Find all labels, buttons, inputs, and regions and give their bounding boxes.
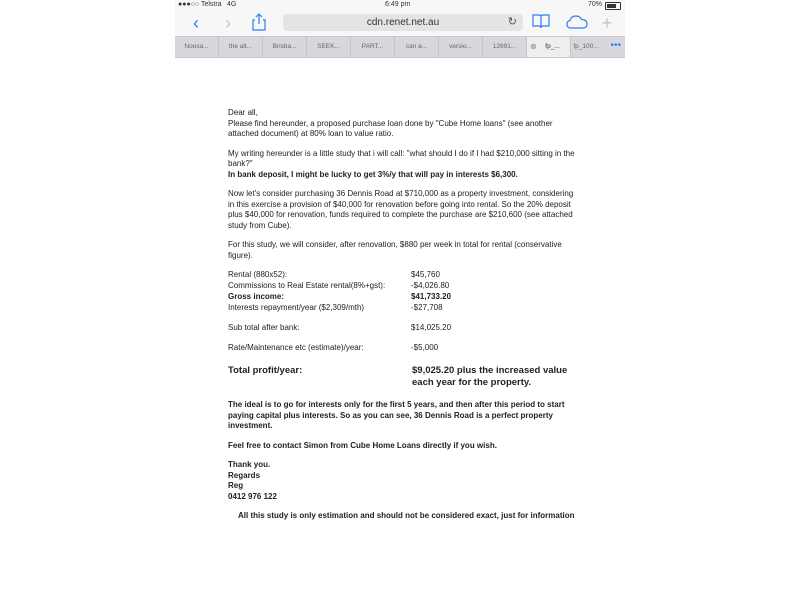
calc-row-maintenance: Rate/Maintenance etc (estimate)/year: -$5,000 bbox=[228, 343, 439, 352]
address-bar[interactable] bbox=[283, 14, 523, 31]
bank-deposit-paragraph: In bank deposit, I might be lucky to get 3%/y that will pay in interests $6,300. bbox=[228, 169, 518, 179]
letter-document bbox=[228, 108, 578, 522]
browser-toolbar bbox=[175, 10, 625, 36]
purchase-paragraph: Now let's consider purchasing 36 Dennis Road at $710,000 as a property investment, considering in this exercise a provision of $40,000 for renovation before going into rental. So the 20% deposit plus $40,000 for renovation, funds required to complete the purchase are $210,600 (see attached study from Cube). bbox=[228, 189, 574, 230]
rental-paragraph: For this study, we will consider, after renovation, $880 per week in total for rental (conservative figure). bbox=[228, 240, 562, 260]
more-tabs-icon[interactable]: ••• bbox=[610, 40, 621, 51]
calc-row-commission: Commissions to Real Estate rental(8%+gst): -$4,026.80 bbox=[228, 281, 450, 290]
calc-row-interest: Interests repayment/year ($2,309/mth) -$27,708 bbox=[228, 303, 443, 312]
cloud-icon[interactable] bbox=[565, 13, 589, 33]
share-icon[interactable] bbox=[249, 13, 269, 33]
greeting: Dear all, bbox=[228, 108, 258, 117]
tab[interactable]: 12691... bbox=[483, 37, 527, 57]
tab[interactable]: Noosa... bbox=[175, 37, 219, 57]
back-chevron-icon[interactable]: ‹ bbox=[193, 13, 199, 33]
battery-icon bbox=[605, 2, 621, 10]
tab[interactable]: versio... bbox=[439, 37, 483, 57]
study-paragraph: My writing hereunder is a little study that i will call: "what should I do if I had $210,000 sitting in the bank?" bbox=[228, 148, 575, 168]
contact-paragraph: Feel free to contact Simon from Cube Home Loans directly if you wish. bbox=[228, 440, 497, 450]
tab[interactable]: fp_100... bbox=[573, 43, 599, 50]
sign-thanks: Thank you. bbox=[228, 460, 271, 469]
url-text: cdn.renet.net.au bbox=[366, 17, 440, 28]
clock: 6:49 pm bbox=[385, 1, 411, 8]
tab[interactable]: the alt... bbox=[219, 37, 263, 57]
intro-paragraph: Please find hereunder, a proposed purchase loan done by "Cube Home loans" (see another attached document) at 80% loan to value ratio. bbox=[228, 118, 553, 138]
calc-row-gross: Gross income: $41,733.20 bbox=[228, 292, 452, 301]
network-label: 4G bbox=[227, 1, 237, 8]
status-bar bbox=[175, 0, 625, 10]
tab[interactable]: can a... bbox=[395, 37, 439, 57]
battery-percent: 70% bbox=[588, 1, 603, 8]
sign-regards: Regards bbox=[228, 470, 261, 480]
calc-row-subtotal: Sub total after bank: $14,025.20 bbox=[228, 323, 452, 332]
carrier-label: ●●●○○ Telstra bbox=[178, 1, 222, 8]
tab-active[interactable]: ⊗ fp_... bbox=[527, 37, 571, 57]
bookmarks-icon[interactable] bbox=[531, 13, 551, 33]
tab[interactable]: Brisba... bbox=[263, 37, 307, 57]
close-tab-icon[interactable]: ⊗ bbox=[530, 42, 537, 51]
calc-row-rental: Rental (880x52): $45,760 bbox=[228, 270, 440, 279]
disclaimer: All this study is only estimation and should not be considered exact, just for information bbox=[238, 511, 575, 520]
reload-icon[interactable]: ↻ bbox=[507, 16, 517, 28]
sign-phone: 0412 976 122 bbox=[228, 491, 277, 501]
total-profit: Total profit/year: $9,025.20 plus the increased value each year for the property. bbox=[228, 365, 568, 388]
sign-name: Reg bbox=[228, 481, 244, 490]
tab[interactable]: SEEK... bbox=[307, 37, 351, 57]
tab[interactable]: PART... bbox=[351, 37, 395, 57]
forward-chevron-icon[interactable]: › bbox=[225, 13, 231, 33]
strategy-paragraph: The ideal is to go for interests only for the first 5 years, and then after this period to start paying capital plus interests. So as you can see, 36 Dennis Road is a perfect property investment. bbox=[228, 400, 565, 430]
new-tab-plus-icon[interactable]: + bbox=[601, 13, 613, 33]
browser-window bbox=[175, 0, 625, 600]
tab-bar bbox=[175, 36, 625, 58]
